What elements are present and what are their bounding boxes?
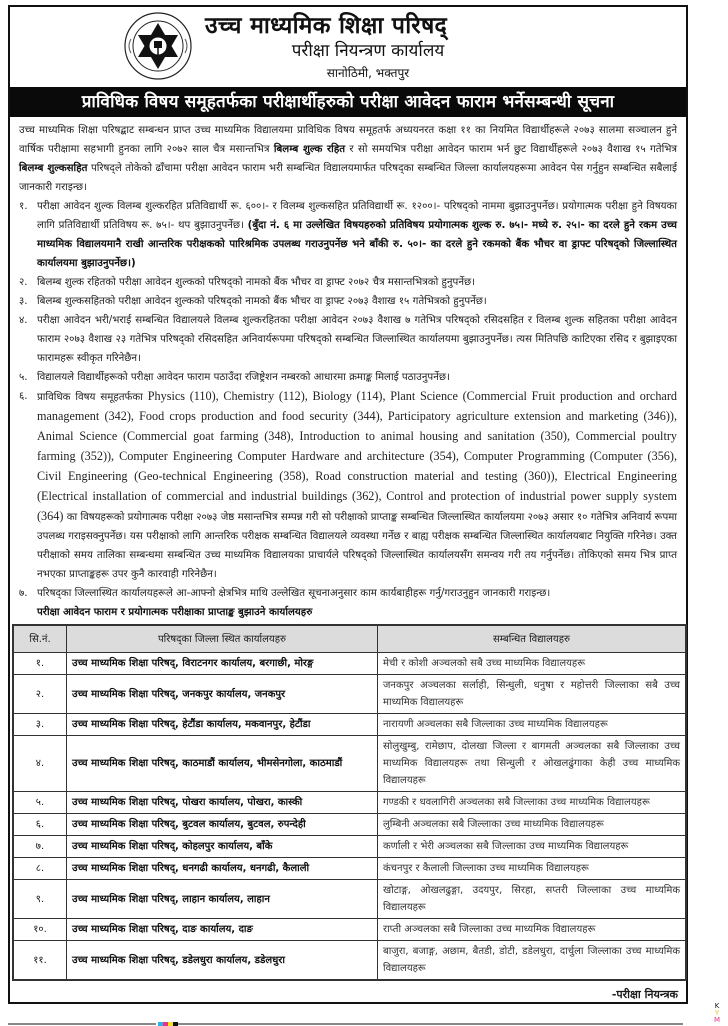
cmyk-label: K Y M (713, 1002, 721, 1024)
intro-emphasis-1: बिलम्ब शुल्क रहित (273, 144, 346, 155)
schools-cell: जनकपुर अञ्चलका सर्लाही, सिन्धुली, धनुषा र महोत्तरी जिल्लाका सबै उच्च माध्यमिक विद्यालयहरू (378, 675, 687, 714)
point-text: परीक्षा आवेदन शुल्क विलम्ब शुल्करहित प्रतिविद्यार्थी रू. ६००।- र विलम्ब शुल्कसहित प्रतिविद्यार्थी रू. १२००।- परिषद्को नाममा बुझाउनुपर्नेछ। प्रयोगात्मक परीक्षा हुने विषयका लागि प्रतिविद्यार्थी प्रतिविषय रू. ७५।- थप बुझाउनुपर्नेछ। (37, 201, 677, 231)
point-4 (19, 311, 677, 368)
point-2 (19, 273, 677, 292)
table-row (13, 814, 686, 836)
notice-points (19, 197, 677, 603)
point-number: ५. (19, 372, 28, 383)
intro-text-2: र सो समयभित्र परीक्षा आवेदन फाराम भर्न छुट विद्यार्थीहरूले २०७३ वैशाख १५ गतेभित्र (345, 144, 678, 155)
office-cell: उच्च माध्यमिक शिक्षा परिषद्, कोहलपुर कार्यालय, बाँके (67, 836, 378, 858)
serial-cell: १०. (13, 919, 67, 941)
office-cell: उच्च माध्यमिक शिक्षा परिषद्, डडेलधुरा कार्यालय, डडेलधुरा (67, 941, 378, 981)
point-6 (19, 387, 677, 584)
point-text: विद्यालयले विद्यार्थीहरूको परीक्षा आवेदन फाराम पठाउँदा रजिष्ट्रेशन नम्बरको आधारमा क्रमाङ्क मिलाई पठाउनुपर्नेछ। (37, 372, 450, 383)
office-cell: उच्च माध्यमिक शिक्षा परिषद्, बुटवल कार्यालय, बुटवल, रुपन्देही (67, 814, 378, 836)
point-emphasis: (बुँदा नं. ६ मा उल्लेखित विषयहरुको प्रतिविषय प्रयोगात्मक शुल्क रु. ७५।- मध्ये रु. २५।- का दरले हुने रकम उच्च माध्यमिक विद्यालयमानै राखी आन्तरिक परीक्षकको पारिश्रमिक उपलब्ध गराउनुपर्नेछ भने बाँकी रु. ५०।- का दरले हुने रकमको बैंक भौचर वा ड्राफ्ट परिषद्को जिल्लास्थित कार्यालयमा बुझाउनुपर्नेछ।) (37, 220, 677, 269)
notice-title: प्राविधिक विषय समूहतर्फका परीक्षार्थीहरुको परीक्षा आवेदन फाराम भर्नेसम्बन्धी सूचना (10, 87, 686, 117)
schools-cell: सोलुखुम्बु, रामेछाप, दोलखा जिल्ला र बागमती अञ्चलका सबै जिल्लाका उच्च माध्यमिक विद्यालयहरू तथा सिन्धुली र ओखलढुंगाका केही उच्च माध्यमिक विद्यालयहरू (378, 736, 687, 792)
table-row (13, 675, 686, 714)
office-cell: उच्च माध्यमिक शिक्षा परिषद्, पोखरा कार्यालय, पोखरा, कास्की (67, 792, 378, 814)
schools-cell: राप्ती अञ्चलका सबै जिल्लाका उच्च माध्यमिक विद्यालयहरू (378, 919, 687, 941)
organization-name: उच्च माध्यमिक शिक्षा परिषद् (205, 13, 448, 39)
office-cell: उच्च माध्यमिक शिक्षा परिषद्, लाहान कार्यालय, लाहान (67, 880, 378, 919)
intro-emphasis-2: बिलम्ब शुल्कसहित (19, 163, 88, 174)
subject-list: Physics (110), Chemistry (112), Biology (114), Plant Science (Commercial Fruit production and orchard management (342), Food crops production and food security (344), Participatory agriculture extension and marketing (346)), Animal Science (Commercial goat farming (348), Introduction to animal housing and sanitation (350), Commercial poultry farming (352)), Computer Engineering Computer Hardware and architecture (354), Computer Programming (Computer (356), Civil Engineering (Geo-technical Engineering (358), Road construction material and testing (360)), Electrical Engineering (Electrical installation of commercial and industrial buildings (362), Control and protection of industrial power supply system (364) (37, 389, 677, 523)
point-3 (19, 292, 677, 311)
table-row (13, 880, 686, 919)
office-cell: उच्च माध्यमिक शिक्षा परिषद्, जनकपुर कार्यालय, जनकपुर (67, 675, 378, 714)
point-number: ७. (19, 588, 28, 599)
serial-cell: ५. (13, 792, 67, 814)
col-header-serial: सि.नं. (13, 625, 67, 653)
table-row (13, 836, 686, 858)
notice-document (8, 5, 688, 1004)
schools-cell: गण्डकी र धवलागिरी अञ्चलका सबै जिल्लाका उच्च माध्यमिक विद्यालयहरू (378, 792, 687, 814)
schools-cell: बाजुरा, बजाङ्ग, अछाम, बैतडी, डोटी, डडेलधुरा, दार्चुला जिल्लाका उच्च माध्यमिक विद्यालयहरू (378, 941, 687, 981)
notice-body (10, 117, 686, 622)
cmyk-registration-marks (158, 1022, 178, 1026)
print-trim-line-right (178, 1023, 683, 1025)
office-name: परीक्षा नियन्त्रण कार्यालय (291, 41, 445, 61)
table-row (13, 792, 686, 814)
table-row (13, 653, 686, 675)
table-row (13, 919, 686, 941)
serial-cell: ३. (13, 714, 67, 736)
point-text: परीक्षा आवेदन भरी/भराई सम्बन्धित विद्यालयले विलम्ब शुल्करहितका परीक्षा आवेदन २०७३ वैशाख ७ गतेभित्र परिषद्को रसिदसहित र विलम्ब शुल्क सहितका परीक्षा आवेदन फाराम २०७३ वैशाख २३ गतेभित्र परिषद्को रसिदसहित अनिवार्यरूपमा परिषद्को सम्बन्धित जिल्लास्थित कार्यालयमा बुझाउनुपर्नेछ। त्यस मितिपछि काटिएका रसिद र बुझाइएका फारामहरू स्वीकृत गरिनेछैन। (37, 315, 677, 364)
serial-cell: ६. (13, 814, 67, 836)
point-text: बिलम्ब शुल्कसहितको परीक्षा आवेदन शुल्कको परिषद्को नामको बैंक भौचर वा ड्राफ्ट २०७३ वैशाख १५ गतेभित्रको हुनुपर्नेछ। (37, 296, 487, 307)
point-text: प्राविधिक विषय समूहतर्फका (37, 392, 148, 403)
point-number: ६. (19, 391, 28, 402)
office-cell: उच्च माध्यमिक शिक्षा परिषद्, दाङ कार्यालय, दाङ (67, 919, 378, 941)
intro-text-1: उच्च माध्यमिक शिक्षा परिषद्बाट सम्बन्धन प्राप्त उच्च माध्यमिक विद्यालयमा प्राविधिक विषय समूहतर्फ अध्ययनरत कक्षा ११ का नियमित विद्यार्थीहरूले २०७३ सालमा सञ्चालन हुने वार्षिक परीक्षामा सहभागी हुनका लागि २०७२ साल चैत्र मसान्तभित्र (19, 125, 677, 155)
serial-cell: ९. (13, 880, 67, 919)
point-1 (19, 197, 677, 273)
intro-text-3: परिषद्ले तोकेको ढाँचामा परीक्षा आवेदन फाराम भरी सम्बन्धित विद्यालयमार्फत परिषद्का सम्बन्धित जिल्ला कार्यालयहरूमा आवेदन पेस गर्नुहुन सम्बन्धित सबैलाई जानकारी गराइन्छ। (19, 163, 678, 193)
schools-cell: खोटाङ्ग, ओखलढुङ्गा, उदयपुर, सिरहा, सप्तरी जिल्लाका उच्च माध्यमिक विद्यालयहरू (378, 880, 687, 919)
table-row (13, 736, 686, 792)
office-address: सानोठिमी, भक्तपुर (326, 66, 410, 80)
schools-cell: कर्णाली र भेरी अञ्चलका सबै जिल्लाका उच्च माध्यमिक विद्यालयहरू (378, 836, 687, 858)
col-header-office: परिषद्का जिल्ला स्थित कार्यालयहरु (67, 625, 378, 653)
point-5 (19, 368, 677, 387)
letterhead (10, 7, 686, 85)
table-row (13, 714, 686, 736)
serial-cell: २. (13, 675, 67, 714)
print-trim-line-left (8, 1023, 156, 1025)
office-cell: उच्च माध्यमिक शिक्षा परिषद्, हेटौंडा कार्यालय, मकवानपुर, हेटौंडा (67, 714, 378, 736)
table-row (13, 941, 686, 981)
point-number: २. (19, 277, 28, 288)
point-number: ४. (19, 315, 28, 326)
table-caption: परीक्षा आवेदन फाराम र प्रयोगात्मक परीक्षाका प्राप्ताङ्क बुझाउने कार्यालयहरु (37, 607, 313, 618)
intro-paragraph (19, 121, 677, 197)
table-row (13, 858, 686, 880)
office-cell: उच्च माध्यमिक शिक्षा परिषद्, काठमाडौं कार्यालय, भीमसेनगोला, काठमाडौं (67, 736, 378, 792)
point-7 (19, 584, 677, 603)
table-header-row (13, 625, 686, 653)
point-text: बिलम्ब शुल्क रहितको परीक्षा आवेदन शुल्कको परिषद्को नामको बैंक भौचर वा ड्राफ्ट २०७२ चैत्र मसान्तभित्रको हुनुपर्नेछ। (37, 277, 475, 288)
schools-cell: नारायणी अञ्चलका सबै जिल्लाका उच्च माध्यमिक विद्यालयहरू (378, 714, 687, 736)
schools-cell: मेची र कोशी अञ्चलको सबै उच्च माध्यमिक विद्यालयहरू (378, 653, 687, 675)
serial-cell: १. (13, 653, 67, 675)
schools-cell: लुम्बिनी अञ्चलका सबै जिल्लाका उच्च माध्यमिक विद्यालयहरू (378, 814, 687, 836)
serial-cell: ११. (13, 941, 67, 981)
schools-cell: कंचनपुर र कैलाली जिल्लाका उच्च माध्यमिक विद्यालयहरू (378, 858, 687, 880)
point-text-continued: का विषयहरूको प्रयोगात्मक परीक्षा २०७३ जेष्ठ मसान्तभित्र सम्पन्न गरी सो परीक्षाको प्राप्ताङ्क सम्बन्धित जिल्लास्थित कार्यालयमा २०७३ असार १० गतेभित्र अनिवार्य रूपमा उपलब्ध गराइसक्नुपर्नेछ। यस परीक्षाको लागि आन्तरिक परीक्षक सम्बन्धित विद्यालयले व्यवस्था गर्नेछ र बाह्य परीक्षक सम्बन्धित जिल्लास्थित कार्यालयबाट नियुक्ति गरिनेछ। उक्त परीक्षाको समय तालिका सम्बन्धमा सम्बन्धित उच्च माध्यमिक विद्यालयका प्राचार्यले परिषद्को जिल्लास्थित कार्यालयसँग समन्वय गरी तय गर्नुपर्नेछ। तोकिएको समय भित्र प्राप्त नभएका प्राप्ताङ्कहरू उपर कुनै कारवाही गरिनेछैन। (37, 512, 677, 580)
serial-cell: ८. (13, 858, 67, 880)
district-offices-table (12, 624, 687, 981)
office-cell: उच्च माध्यमिक शिक्षा परिषद्, विराटनगर कार्यालय, बरगाछी, मोरङ्ग (67, 653, 378, 675)
point-number: ३. (19, 296, 28, 307)
serial-cell: ४. (13, 736, 67, 792)
point-number: १. (19, 201, 28, 212)
signatory: -परीक्षा नियन्त्रक (611, 988, 678, 1001)
serial-cell: ७. (13, 836, 67, 858)
col-header-schools: सम्बन्धित विद्यालयहरु (378, 625, 687, 653)
point-text: परिषद्का जिल्लास्थित कार्यालयहरूले आ-आफ्नो क्षेत्रभित्र माथि उल्लेखित सूचनाअनुसार काम कार्यबाहीहरू गर्नु/गराउनुहुन जानकारी गराइन्छ। (37, 588, 551, 599)
office-cell: उच्च माध्यमिक शिक्षा परिषद्, धनगढी कार्यालय, धनगढी, कैलाली (67, 858, 378, 880)
